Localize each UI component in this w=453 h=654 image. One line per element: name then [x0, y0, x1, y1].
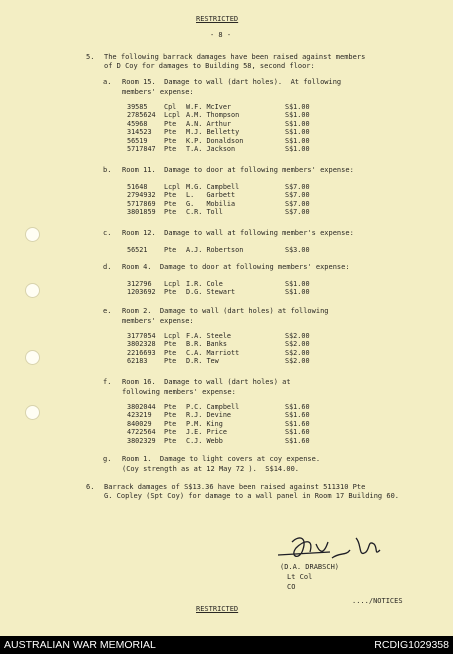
- rank: Lcpl: [164, 280, 181, 288]
- para-5-line2: of D Coy for damages to Building 58, second floor:: [104, 62, 315, 70]
- item-description: members' expense:: [122, 317, 194, 325]
- rank: Pte: [164, 428, 177, 437]
- item-description: Room 11. Damage to door at following members' expense:: [122, 166, 354, 174]
- rank: Pte: [164, 246, 177, 254]
- charge-amount: S$2.00: [285, 332, 310, 340]
- member-row: [127, 332, 327, 340]
- charge-amount: S$1.00: [285, 128, 310, 137]
- archive-id: RCDIG1029358: [374, 639, 449, 651]
- item-description: Room 15. Damage to wall (dart holes). At following: [122, 78, 342, 86]
- rank: Pte: [164, 145, 177, 153]
- punch-hole: [25, 350, 40, 365]
- charge-amount: S$1.00: [285, 103, 310, 111]
- item-letter: a.: [103, 78, 112, 86]
- rank: Pte: [164, 191, 177, 200]
- member-row: [127, 246, 327, 254]
- member-name: A.M. Thompson: [186, 111, 240, 120]
- member-row: [127, 200, 327, 208]
- member-row: [127, 340, 327, 348]
- member-name: M.G. Campbell: [186, 183, 240, 191]
- member-name: M.J. Belletty: [186, 128, 240, 137]
- signatory-role: CO: [287, 583, 296, 591]
- member-row: [127, 128, 327, 136]
- charge-amount: S$2.00: [285, 340, 310, 349]
- item-description: Room 16. Damage to wall (dart holes) at: [122, 378, 291, 386]
- member-name: C.A. Marriott: [186, 348, 240, 357]
- service-number: 56519: [127, 136, 148, 145]
- rank: Pte: [164, 288, 177, 297]
- member-row: [127, 349, 327, 357]
- member-row: [127, 120, 327, 128]
- service-number: 5717847: [127, 145, 156, 153]
- rank: Pte: [164, 403, 177, 411]
- service-number: 3802329: [127, 436, 156, 445]
- charge-amount: S$1.60: [285, 428, 310, 437]
- service-number: 2216693: [127, 348, 156, 357]
- punch-hole: [25, 283, 40, 298]
- member-row: [127, 103, 327, 111]
- service-number: 5717869: [127, 199, 156, 208]
- charge-amount: S$1.60: [285, 411, 310, 420]
- member-row: [127, 357, 327, 365]
- member-row: [127, 411, 327, 419]
- member-name: C.J. Webb: [186, 436, 223, 445]
- para-6-number: 6.: [86, 483, 95, 491]
- punch-hole: [25, 227, 40, 242]
- charge-amount: S$2.00: [285, 357, 310, 366]
- rank: Lcpl: [164, 111, 181, 120]
- service-number: 2794932: [127, 191, 156, 200]
- charge-amount: S$1.00: [285, 288, 310, 297]
- member-row: [127, 111, 327, 119]
- member-row: [127, 280, 327, 288]
- charge-amount: S$3.00: [285, 246, 310, 254]
- para-6-line1: Barrack damages of S$13.36 have been raised against 511310 Pte: [104, 483, 366, 491]
- rank: Pte: [164, 357, 177, 366]
- service-number: 840029: [127, 419, 152, 428]
- member-row: [127, 137, 327, 145]
- rank: Pte: [164, 340, 177, 349]
- member-name: K.P. Donaldson: [186, 136, 244, 145]
- archive-name: AUSTRALIAN WAR MEMORIAL: [4, 639, 156, 651]
- item-letter: d.: [103, 263, 112, 271]
- item-letter: g.: [103, 455, 112, 463]
- service-number: 39585: [127, 103, 148, 111]
- member-row: [127, 403, 327, 411]
- charge-amount: S$7.00: [285, 191, 310, 200]
- member-name: F.A. Steele: [186, 332, 232, 340]
- member-row: [127, 183, 327, 191]
- page-number: - 8 -: [210, 31, 232, 39]
- charge-amount: S$7.00: [285, 208, 310, 217]
- item-description: Room 1. Damage to light covers at coy expense.: [122, 455, 321, 463]
- item-description: following members' expense:: [122, 388, 236, 396]
- classification-header: RESTRICTED: [196, 15, 239, 23]
- member-name: C.R. Toll: [186, 208, 223, 217]
- signatory-name: (D.A. DRABSCH): [280, 563, 340, 571]
- service-number: 2785624: [127, 111, 156, 120]
- member-name: T.A. Jackson: [186, 145, 236, 153]
- rank: Pte: [164, 419, 177, 428]
- rank: Pte: [164, 199, 177, 208]
- service-number: 3802328: [127, 340, 156, 349]
- service-number: 3177054: [127, 332, 156, 340]
- member-name: J.E. Price: [186, 428, 227, 437]
- member-name: D.G. Stewart: [186, 288, 236, 297]
- item-description: members' expense:: [122, 88, 194, 96]
- rank: Pte: [164, 119, 177, 128]
- archive-footer: [0, 636, 453, 654]
- member-name: G. Mobilia: [186, 199, 236, 208]
- charge-amount: S$1.00: [285, 119, 310, 128]
- rank: Pte: [164, 348, 177, 357]
- para-5-line1: The following barrack damages have been raised against members: [104, 53, 366, 61]
- member-name: D.R. Tew: [186, 357, 219, 366]
- member-row: [127, 208, 327, 216]
- member-row: [127, 288, 327, 296]
- classification-footer: RESTRICTED: [196, 605, 239, 613]
- charge-amount: S$7.00: [285, 183, 310, 191]
- punch-hole: [25, 405, 40, 420]
- rank: Lcpl: [164, 332, 181, 340]
- service-number: 3801859: [127, 208, 156, 217]
- rank: Lcpl: [164, 183, 181, 191]
- charge-amount: S$1.00: [285, 145, 310, 153]
- member-name: A.N. Arthur: [186, 119, 232, 128]
- charge-amount: S$1.00: [285, 111, 310, 120]
- member-name: P.M. King: [186, 419, 223, 428]
- service-number: 56521: [127, 246, 148, 254]
- charge-amount: S$1.60: [285, 436, 310, 445]
- item-letter: e.: [103, 307, 112, 315]
- item-letter: c.: [103, 229, 112, 237]
- rank: Pte: [164, 411, 177, 420]
- member-name: R.J. Devine: [186, 411, 232, 420]
- member-row: [127, 428, 327, 436]
- rank: Pte: [164, 208, 177, 217]
- rank: Pte: [164, 128, 177, 137]
- service-number: 4722564: [127, 428, 156, 437]
- signatory-rank: Lt Col: [287, 573, 313, 581]
- member-name: B.R. Banks: [186, 340, 227, 349]
- service-number: 45968: [127, 119, 148, 128]
- item-letter: b.: [103, 166, 112, 174]
- para-5-number: 5.: [86, 53, 95, 61]
- item-description: (Coy strength as at 12 May 72 ). S$14.00.: [122, 465, 300, 473]
- service-number: 314523: [127, 128, 152, 137]
- member-row: [127, 191, 327, 199]
- service-number: 423219: [127, 411, 152, 420]
- member-row: [127, 145, 327, 153]
- charge-amount: S$1.00: [285, 280, 310, 288]
- service-number: 3802044: [127, 403, 156, 411]
- charge-amount: S$1.60: [285, 419, 310, 428]
- item-letter: f.: [103, 378, 112, 386]
- member-name: I.R. Cole: [186, 280, 223, 288]
- service-number: 51648: [127, 183, 148, 191]
- item-description: Room 4. Damage to door at following members' expense:: [122, 263, 350, 271]
- service-number: 312796: [127, 280, 152, 288]
- member-name: P.C. Campbell: [186, 403, 240, 411]
- charge-amount: S$1.00: [285, 136, 310, 145]
- member-name: L. Garbett: [186, 191, 236, 200]
- charge-amount: S$1.60: [285, 403, 310, 411]
- charge-amount: S$7.00: [285, 199, 310, 208]
- para-6-line2: G. Copley (Spt Coy) for damage to a wall panel in Room 17 Building 60.: [104, 492, 400, 500]
- continuation-note: ..../NOTICES: [352, 597, 403, 605]
- charge-amount: S$2.00: [285, 348, 310, 357]
- item-description: Room 12. Damage to wall at following member's expense:: [122, 229, 354, 237]
- service-number: 1203692: [127, 288, 156, 297]
- member-name: A.J. Robertson: [186, 246, 244, 254]
- rank: Cpl: [164, 103, 177, 111]
- rank: Pte: [164, 136, 177, 145]
- member-row: [127, 437, 327, 445]
- rank: Pte: [164, 436, 177, 445]
- service-number: 62183: [127, 357, 148, 366]
- member-row: [127, 420, 327, 428]
- item-description: Room 2. Damage to wall (dart holes) at following: [122, 307, 329, 315]
- member-name: W.F. McIver: [186, 103, 232, 111]
